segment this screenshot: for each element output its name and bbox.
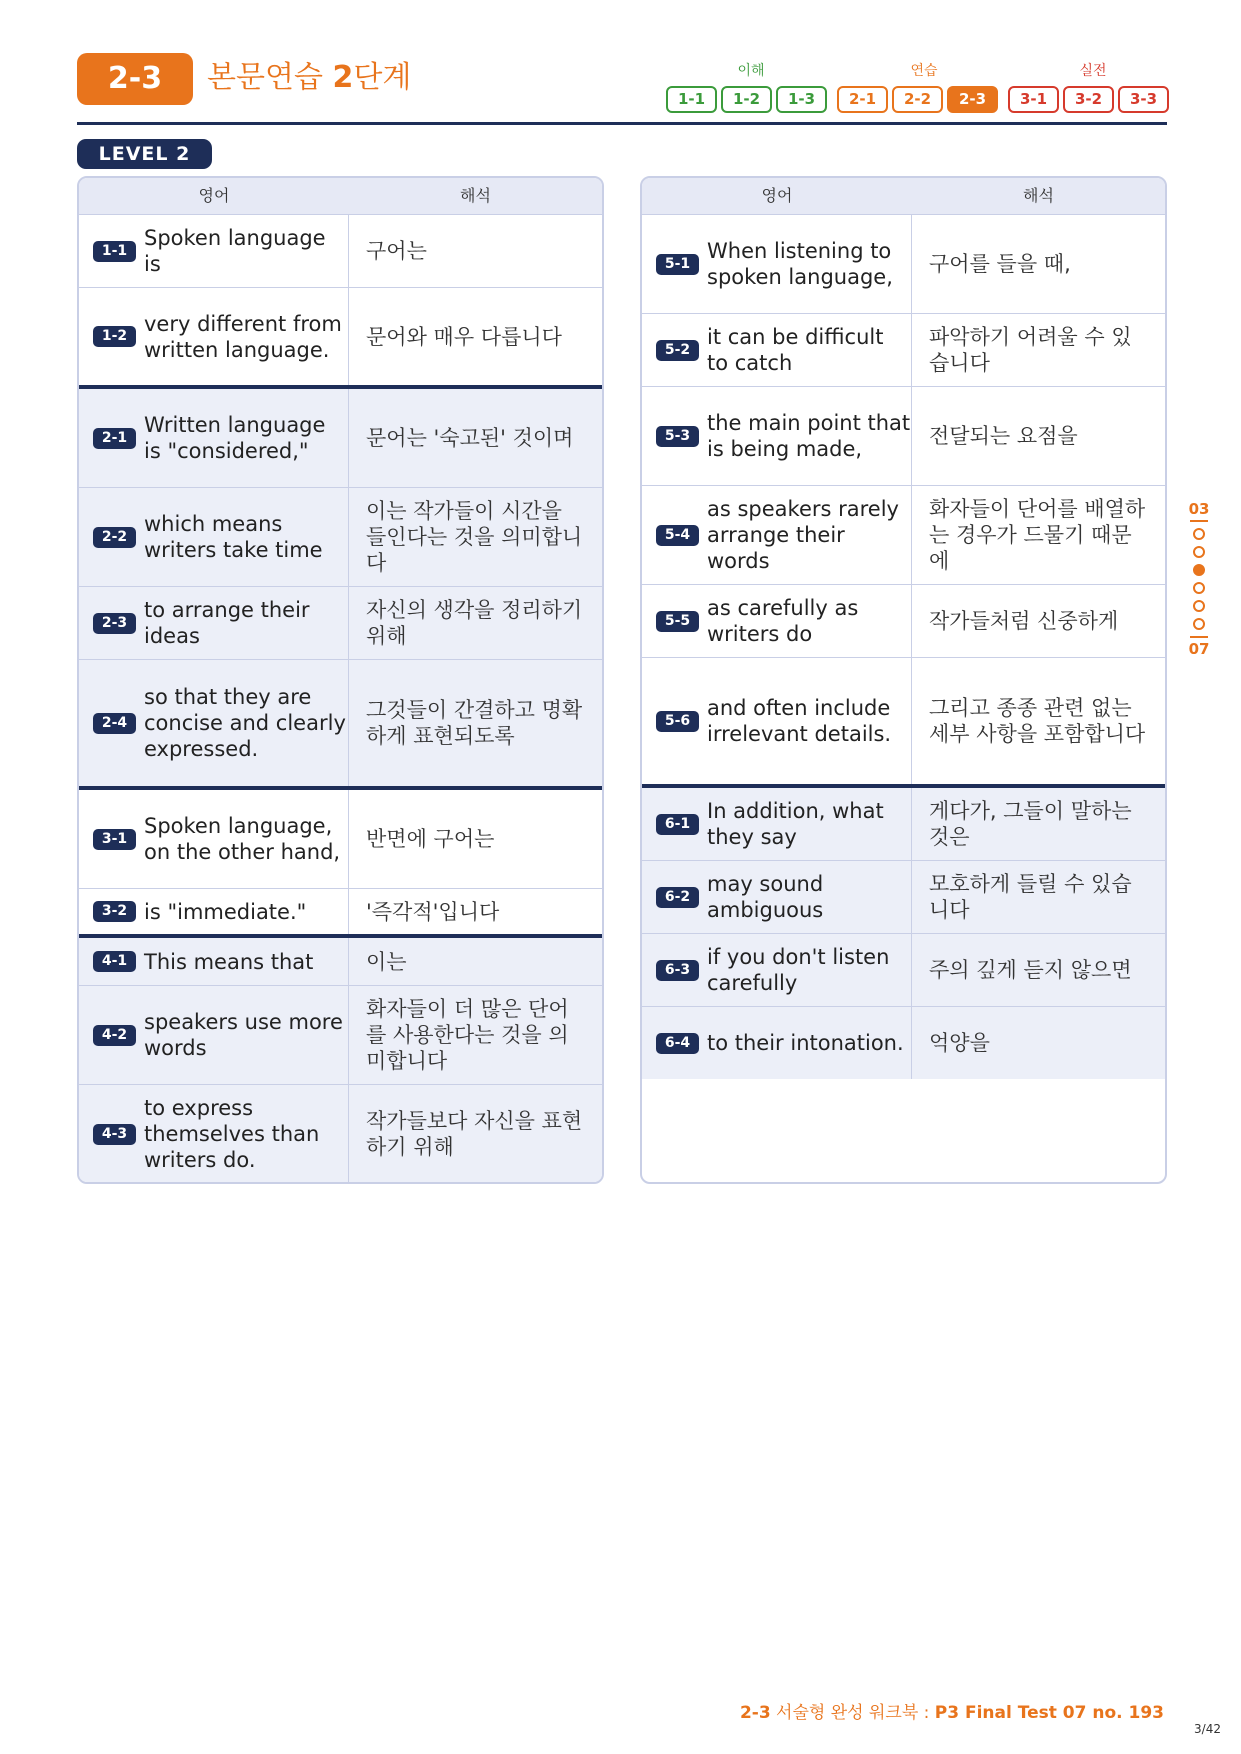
korean-cell bbox=[912, 788, 1165, 860]
chip-1-1[interactable]: 1-1 bbox=[666, 86, 717, 113]
english-text: Written language is "considered," bbox=[144, 413, 326, 463]
left-table bbox=[77, 176, 604, 1184]
row-number: 3-1 bbox=[93, 829, 136, 850]
english-text: as carefully as writers do bbox=[707, 596, 859, 646]
english-text: is "immediate." bbox=[144, 899, 307, 924]
chip-1-3[interactable]: 1-3 bbox=[776, 86, 827, 113]
row-number: 6-4 bbox=[656, 1033, 699, 1054]
korean-text: 주의 깊게 듣지 않으면 bbox=[929, 958, 1132, 982]
nav-dot-icon[interactable] bbox=[1193, 546, 1205, 558]
english-cell bbox=[642, 585, 912, 657]
english-cell bbox=[79, 889, 349, 934]
english-cell bbox=[642, 1007, 912, 1079]
page-title bbox=[207, 56, 411, 100]
table-row bbox=[642, 486, 1165, 585]
english-cell bbox=[642, 314, 912, 386]
table-row bbox=[79, 986, 602, 1085]
left-table-header bbox=[79, 178, 602, 215]
english-text: In addition, what they say bbox=[707, 799, 884, 849]
korean-cell bbox=[912, 486, 1165, 584]
footer-test: P3 Final Test 07 no. 193 bbox=[934, 1703, 1164, 1723]
korean-cell bbox=[349, 389, 602, 487]
row-number: 6-2 bbox=[656, 887, 699, 908]
table-row bbox=[642, 387, 1165, 486]
english-text: very different from written language. bbox=[144, 311, 342, 362]
korean-cell bbox=[912, 585, 1165, 657]
korean-cell bbox=[349, 986, 602, 1084]
row-number: 5-5 bbox=[656, 611, 699, 632]
category-understand: 이해 bbox=[737, 63, 765, 79]
english-cell bbox=[642, 934, 912, 1006]
english-cell bbox=[79, 1085, 349, 1183]
english-text: to their intonation. bbox=[707, 1031, 904, 1055]
english-text: as speakers rarely arrange their words bbox=[707, 497, 899, 573]
korean-text: 작가들처럼 신중하게 bbox=[929, 609, 1119, 633]
english-text: Spoken language, on the other hand, bbox=[144, 814, 341, 864]
korean-cell bbox=[349, 660, 602, 786]
korean-text: 모호하게 들릴 수 있습니다 bbox=[929, 872, 1132, 922]
row-number: 6-1 bbox=[656, 814, 699, 835]
korean-text: 그리고 종종 관련 없는 세부 사항을 포함합니다 bbox=[929, 696, 1146, 746]
row-number: 2-4 bbox=[93, 713, 136, 734]
korean-text: 파악하기 어려울 수 있습니다 bbox=[929, 325, 1132, 375]
side-nav-top: 03 bbox=[1188, 500, 1210, 518]
col-korean: 해석 bbox=[460, 186, 491, 205]
english-text: the main point that is being made, bbox=[707, 411, 911, 461]
korean-text: 이는 작가들이 시간을 들인다는 것을 의미합니다 bbox=[366, 499, 583, 575]
row-number: 4-3 bbox=[93, 1124, 136, 1145]
side-nav-divider bbox=[1190, 636, 1208, 638]
table-row bbox=[642, 585, 1165, 658]
korean-cell bbox=[912, 215, 1165, 313]
table-row bbox=[79, 889, 602, 938]
nav-dot-icon[interactable] bbox=[1193, 528, 1205, 540]
korean-text: 억양을 bbox=[929, 1031, 990, 1055]
korean-text: 화자들이 단어를 배열하는 경우가 드물기 때문에 bbox=[929, 497, 1146, 573]
korean-cell bbox=[912, 1007, 1165, 1079]
english-text: may sound ambiguous bbox=[707, 872, 824, 922]
level-badge: LEVEL 2 bbox=[77, 139, 212, 169]
table-row bbox=[79, 389, 602, 488]
row-number: 1-2 bbox=[93, 326, 136, 347]
english-text: This means that bbox=[144, 949, 314, 974]
nav-dot-icon[interactable] bbox=[1193, 600, 1205, 612]
english-cell bbox=[642, 788, 912, 860]
english-cell bbox=[79, 215, 349, 287]
korean-text: 전달되는 요점을 bbox=[929, 424, 1078, 448]
table-row bbox=[79, 938, 602, 986]
chip-1-2[interactable]: 1-2 bbox=[721, 86, 772, 113]
chip-3-1[interactable]: 3-1 bbox=[1008, 86, 1059, 113]
korean-text: 그것들이 간결하고 명확하게 표현되도록 bbox=[366, 698, 583, 748]
right-table-header bbox=[642, 178, 1165, 215]
english-text: speakers use more words bbox=[144, 1010, 343, 1060]
row-number: 3-2 bbox=[93, 901, 136, 922]
korean-cell bbox=[349, 790, 602, 888]
korean-cell bbox=[349, 1085, 602, 1183]
korean-text: 반면에 구어는 bbox=[366, 827, 495, 851]
right-rows bbox=[642, 215, 1165, 1079]
korean-cell bbox=[912, 934, 1165, 1006]
header-divider bbox=[77, 122, 1167, 125]
footer-code: 2-3 bbox=[739, 1703, 771, 1723]
category-practice: 연습 bbox=[910, 63, 938, 79]
table-row bbox=[642, 215, 1165, 314]
title-text: 본문연습 bbox=[207, 60, 333, 95]
col-korean: 해석 bbox=[1023, 186, 1054, 205]
side-nav-divider bbox=[1190, 520, 1208, 522]
side-nav bbox=[1185, 500, 1213, 658]
korean-cell bbox=[349, 938, 602, 985]
table-row bbox=[642, 861, 1165, 934]
title-suffix: 단계 bbox=[353, 60, 412, 95]
table-row bbox=[642, 788, 1165, 861]
english-cell bbox=[79, 986, 349, 1084]
table-row bbox=[79, 790, 602, 889]
footer-book: 서술형 완성 워크북 : bbox=[770, 1703, 935, 1723]
korean-cell bbox=[349, 587, 602, 659]
chip-2-1[interactable]: 2-1 bbox=[837, 86, 888, 113]
table-row bbox=[79, 488, 602, 587]
row-number: 2-3 bbox=[93, 613, 136, 634]
row-number: 4-2 bbox=[93, 1025, 136, 1046]
english-text: and often include irrelevant details. bbox=[707, 696, 892, 746]
row-number: 5-6 bbox=[656, 711, 699, 732]
chip-2-2[interactable]: 2-2 bbox=[892, 86, 943, 113]
english-text: Spoken language is bbox=[144, 226, 326, 276]
nav-dot-icon[interactable] bbox=[1193, 618, 1205, 630]
english-cell bbox=[642, 658, 912, 784]
korean-text: 이는 bbox=[366, 949, 407, 974]
table-row bbox=[79, 288, 602, 389]
side-nav-bottom: 07 bbox=[1188, 640, 1210, 658]
english-cell bbox=[642, 486, 912, 584]
row-number: 5-4 bbox=[656, 525, 699, 546]
table-row bbox=[642, 658, 1165, 788]
korean-text: 구어는 bbox=[366, 239, 427, 263]
chip-2-3-active[interactable]: 2-3 bbox=[947, 86, 998, 113]
korean-text: 게다가, 그들이 말하는 것은 bbox=[929, 799, 1132, 849]
korean-text: '즉각적'입니다 bbox=[366, 899, 500, 924]
korean-text: 화자들이 더 많은 단어를 사용한다는 것을 의미합니다 bbox=[366, 997, 569, 1073]
english-cell bbox=[79, 660, 349, 786]
row-number: 2-1 bbox=[93, 428, 136, 449]
korean-cell bbox=[349, 488, 602, 586]
english-cell bbox=[79, 488, 349, 586]
row-number: 1-1 bbox=[93, 241, 136, 262]
korean-text: 문어와 매우 다릅니다 bbox=[366, 324, 562, 349]
title-step: 2 bbox=[332, 60, 354, 95]
korean-cell bbox=[349, 288, 602, 385]
korean-cell bbox=[912, 387, 1165, 485]
page-number: 3/42 bbox=[1194, 1722, 1221, 1736]
english-cell bbox=[642, 861, 912, 933]
col-english: 영어 bbox=[761, 186, 793, 205]
korean-text: 구어를 들을 때, bbox=[929, 252, 1071, 276]
english-cell bbox=[79, 288, 349, 385]
english-text: to express themselves than writers do. bbox=[144, 1096, 320, 1172]
korean-text: 자신의 생각을 정리하기 위해 bbox=[366, 598, 583, 648]
row-number: 5-1 bbox=[656, 254, 699, 275]
english-text: so that they are concise and clearly expressed. bbox=[144, 685, 346, 761]
row-number: 6-3 bbox=[656, 960, 699, 981]
col-english: 영어 bbox=[198, 186, 230, 205]
footer bbox=[740, 1698, 1164, 1723]
english-cell bbox=[79, 587, 349, 659]
right-table bbox=[640, 176, 1167, 1184]
table-row bbox=[642, 934, 1165, 1007]
table-row bbox=[79, 1085, 602, 1183]
english-cell bbox=[642, 215, 912, 313]
english-text: it can be difficult to catch bbox=[707, 325, 884, 375]
row-number: 4-1 bbox=[93, 951, 136, 972]
english-cell bbox=[642, 387, 912, 485]
table-row bbox=[642, 314, 1165, 387]
korean-text: 문어는 '숙고된' 것이며 bbox=[366, 426, 574, 450]
english-text: which means writers take time bbox=[144, 512, 323, 562]
left-rows bbox=[79, 215, 602, 1183]
english-text: if you don't listen carefully bbox=[707, 945, 890, 995]
row-number: 2-2 bbox=[93, 527, 136, 548]
table-row bbox=[79, 587, 602, 660]
category-real: 실전 bbox=[1079, 63, 1107, 79]
english-cell bbox=[79, 938, 349, 985]
english-cell bbox=[79, 389, 349, 487]
korean-text: 작가들보다 자신을 표현하기 위해 bbox=[366, 1109, 583, 1159]
row-number: 5-3 bbox=[656, 426, 699, 447]
korean-cell bbox=[912, 314, 1165, 386]
chip-3-2[interactable]: 3-2 bbox=[1063, 86, 1114, 113]
row-number: 5-2 bbox=[656, 340, 699, 361]
korean-cell bbox=[912, 658, 1165, 784]
korean-cell bbox=[912, 861, 1165, 933]
nav-dot-active-icon[interactable] bbox=[1193, 564, 1205, 576]
section-badge: 2-3 bbox=[77, 53, 193, 105]
english-text: When listening to spoken language, bbox=[707, 239, 893, 289]
table-row bbox=[79, 660, 602, 790]
english-cell bbox=[79, 790, 349, 888]
english-text: to arrange their ideas bbox=[144, 598, 310, 648]
table-row bbox=[79, 215, 602, 288]
korean-cell bbox=[349, 889, 602, 934]
korean-cell bbox=[349, 215, 602, 287]
chip-3-3[interactable]: 3-3 bbox=[1118, 86, 1169, 113]
table-row bbox=[642, 1007, 1165, 1079]
nav-dot-icon[interactable] bbox=[1193, 582, 1205, 594]
